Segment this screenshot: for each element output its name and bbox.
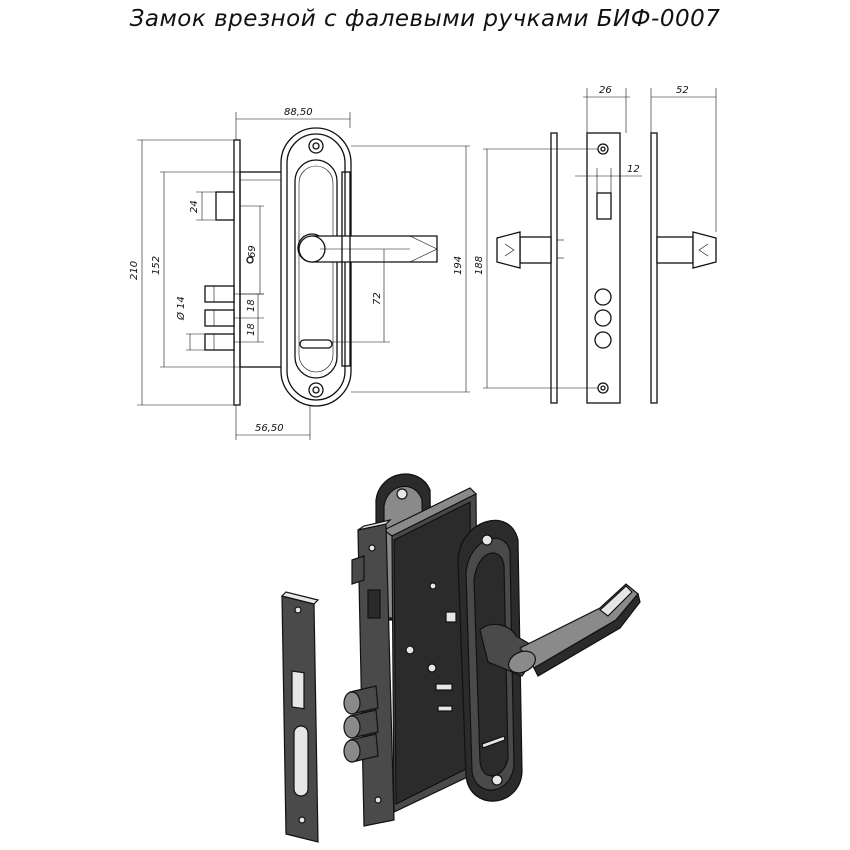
- dim-18-lower: 18: [246, 323, 257, 336]
- front-handle-plate: [281, 128, 351, 406]
- bolts-3d: [344, 686, 378, 762]
- dim-210: 210: [129, 260, 140, 280]
- strike-plate: [282, 592, 318, 842]
- dim-52: 52: [676, 85, 689, 96]
- side-view-left: [497, 133, 564, 403]
- dim-194: 194: [453, 255, 464, 275]
- dim-26: 26: [599, 85, 612, 96]
- drawing-title: Замок врезной с фалевыми ручками БИФ-0007: [129, 6, 721, 32]
- dim-12: 12: [627, 164, 640, 175]
- dim-88-50: 88,50: [284, 107, 313, 118]
- front-view: [205, 128, 437, 406]
- dim-188: 188: [474, 255, 485, 275]
- front-faceplate: [234, 140, 240, 405]
- dim-152: 152: [151, 255, 162, 275]
- isometric-view: [282, 474, 640, 842]
- dim-18-upper: 18: [246, 299, 257, 312]
- dim-diameter-14: Ø 14: [176, 296, 187, 320]
- side-view-right: [651, 133, 716, 403]
- dim-24: 24: [189, 200, 200, 213]
- side-view-faceplate: [587, 133, 620, 403]
- front-bolts: [205, 286, 234, 350]
- front-handle-lever: [298, 234, 437, 262]
- dim-56-50: 56,50: [255, 423, 284, 434]
- dim-72: 72: [372, 292, 383, 305]
- lock-faceplate-3d: [352, 520, 394, 826]
- front-latch: [216, 192, 234, 220]
- dim-69: 69: [247, 245, 258, 258]
